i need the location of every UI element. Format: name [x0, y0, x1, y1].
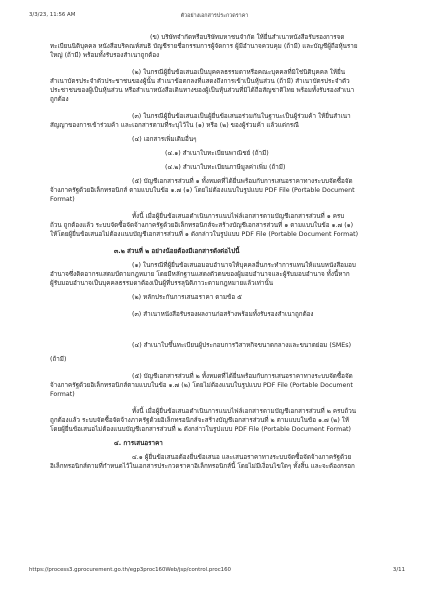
text-line: อิเล็กทรอนิกส์ตามที่กำหนดไว้ในเอกสารประกวดราคาอิเล็กทรอนิกส์นี้ โดยไม่มีเงื่อนไขใดๆ ทั้งสิ้น และจะต้องกรอก: [50, 463, 355, 470]
text-line: ประชาชนของผู้เป็นหุ้นส่วน หรือสำเนาหนังสือเดินทางของผู้เป็นหุ้นส่วนที่มิได้ถือสัญชาติไทย พร้อมทั้งรับรองสำเนา: [50, 87, 355, 94]
text-line: Format): [50, 391, 75, 398]
document-body: [50, 33, 390, 471]
text-line: (๕) บัญชีเอกสารส่วนที่ ๑ ทั้งหมดที่ได้ยื่นพร้อมกับการเสนอราคาทางระบบจัดซื้อจัด: [132, 178, 353, 185]
text-line: ทั้งนี้ เมื่อผู้ยื่นข้อเสนอดำเนินการแนบไฟล์เอกสารตามบัญชีเอกสารส่วนที่ ๑ ครบ: [132, 213, 345, 220]
text-line: ถูกต้อง: [50, 96, 69, 103]
text-line: (๑) ในกรณีที่ผู้ยื่นข้อเสนอมอบอำนาจให้บุคคลอื่นกระทำการแทนให้แนบหนังสือมอบ: [132, 262, 356, 269]
header-datetime: 3/3/23, 11:56 AM: [29, 12, 76, 18]
text-line: โดยผู้ยื่นข้อเสนอไม่ต้องแนบบัญชีเอกสารส่วนที่ ๒ ดังกล่าวในรูปแบบ PDF File (Portable Document Format): [50, 426, 351, 433]
text-line: ให้โดยผู้ยื่นข้อเสนอไม่ต้องแนบบัญชีเอกสารส่วนที่ ๑ ดังกล่าวในรูปแบบ PDF File (Portable Document Format): [50, 231, 359, 238]
text-line: (๓) ในกรณีผู้ยื่นข้อเสนอเป็นผู้ยื่นข้อเสนอร่วมกันในฐานะเป็นผู้ร่วมค้า ให้ยื่นสำเนา: [132, 113, 351, 120]
page-number: 3/11: [392, 567, 405, 573]
text-line: (๒) ในกรณีผู้ยื่นข้อเสนอเป็นบุคคลธรรมดาหรือคณะบุคคลที่มิใช่นิติบุคคล ให้ยื่น: [132, 69, 346, 76]
text-line: (๔) เอกสารเพิ่มเติมอื่นๆ: [132, 136, 197, 143]
section-heading: ๓.๒ ส่วนที่ ๒ อย่างน้อยต้องมีเอกสารดังต่อไปนี้: [114, 248, 240, 255]
text-line: (๓) สำเนาหนังสือรับรองผลงานก่อสร้างพร้อมทั้งรับรองสำเนาถูกต้อง: [132, 311, 314, 318]
page-footer: [0, 567, 429, 577]
text-line: Format): [50, 196, 75, 203]
text-line: ๔.๑ ผู้ยื่นข้อเสนอต้องยื่นข้อเสนอ และเสนอราคาทางระบบจัดซื้อจัดจ้างภาครัฐด้วย: [132, 454, 352, 461]
text-line: อำนาจซึ่งติดอากรแสตมป์ตามกฎหมาย โดยมีหลักฐานแสดงตัวตนของผู้มอบอำนาจและผู้รับมอบอำนาจ ทั้งนี้หาก: [50, 271, 350, 278]
text-line: ถ้วน ถูกต้องแล้ว ระบบจัดซื้อจัดจ้างภาครัฐด้วยอิเล็กทรอนิกส์จะสร้างบัญชีเอกสารส่วนที่ ๑ ตามแบบในข้อ ๑.๗ (๑): [50, 222, 354, 229]
text-line: (๔.๑) สำเนาใบทะเบียนพาณิชย์ (ถ้ามี): [165, 150, 269, 157]
header-title: ตัวอย่างเอกสารประกวดราคา: [180, 13, 249, 19]
text-line: (๒) หลักประกันการเสนอราคา ตามข้อ ๕: [132, 294, 242, 301]
text-line: สำเนาบัตรประจำตัวประชาชนของผู้นั้น สำเนาข้อตกลงที่แสดงถึงการเข้าเป็นหุ้นส่วน (ถ้ามี) สำเนาบัตรประจำตัว: [50, 78, 350, 85]
text-line: จ้างภาครัฐด้วยอิเล็กทรอนิกส์ตามแบบในข้อ ๑.๗ (๒) โดยไม่ต้องแนบในรูปแบบ PDF File (Portable Document: [50, 382, 353, 389]
text-line: ทะเบียนนิติบุคคล หนังสือบริคณห์สนธิ บัญชีรายชื่อกรรมการผู้จัดการ ผู้มีอำนาจควบคุม (ถ้ามี) และบัญชีผู้ถือหุ้นราย: [50, 43, 358, 50]
text-line: ถูกต้องแล้ว ระบบจัดซื้อจัดจ้างภาครัฐด้วยอิเล็กทรอนิกส์จะสร้างบัญชีเอกสารส่วนที่ ๒ ตามแบบในข้อ ๑.๗ (๒) ให้: [50, 417, 350, 424]
text-line: จ้างภาครัฐด้วยอิเล็กทรอนิกส์ ตามแบบในข้อ ๑.๗ (๑) โดยไม่ต้องแนบในรูปแบบ PDF File (Portable Document: [50, 187, 355, 194]
section-heading: ๔. การเสนอราคา: [114, 440, 163, 447]
text-line: ทั้งนี้ เมื่อผู้ยื่นข้อเสนอดำเนินการแนบไฟล์เอกสารตามบัญชีเอกสารส่วนที่ ๒ ครบถ้วน: [132, 408, 357, 415]
page-header: [0, 12, 429, 22]
text-line: (๕) บัญชีเอกสารส่วนที่ ๒ ทั้งหมดที่ได้ยื่นพร้อมกับการเสนอราคาทางระบบจัดซื้อจัด: [132, 373, 353, 380]
text-line: (ข) บริษัทจำกัดหรือบริษัทมหาชนจำกัด ให้ยื่นสำเนาหนังสือรับรองการจด: [150, 34, 345, 41]
text-line: ผู้รับมอบอำนาจเป็นบุคคลธรรมดาต้องเป็นผู้ที่บรรลุนิติภาวะตามกฎหมายแล้วเท่านั้น: [50, 280, 274, 287]
text-line: สัญญาของการเข้าร่วมค้า และเอกสารตามที่ระบุไว้ใน (๑) หรือ (๒) ของผู้ร่วมค้า แล้วแต่กรณี: [50, 122, 299, 129]
text-line: (๔) สำเนาใบขึ้นทะเบียนผู้ประกอบการวิสาหกิจขนาดกลางและขนาดย่อม (SMEs): [132, 342, 352, 349]
text-line: (ถ้ามี): [50, 356, 67, 363]
text-line: (๔.๒) สำเนาใบทะเบียนภาษีมูลค่าเพิ่ม (ถ้ามี): [165, 164, 286, 171]
text-line: ใหญ่ (ถ้ามี) พร้อมทั้งรับรองสำเนาถูกต้อง: [50, 52, 160, 59]
footer-url: https://process3.gprocurement.go.th/egp3proc160Web/jsp/control.proc160: [29, 567, 231, 573]
